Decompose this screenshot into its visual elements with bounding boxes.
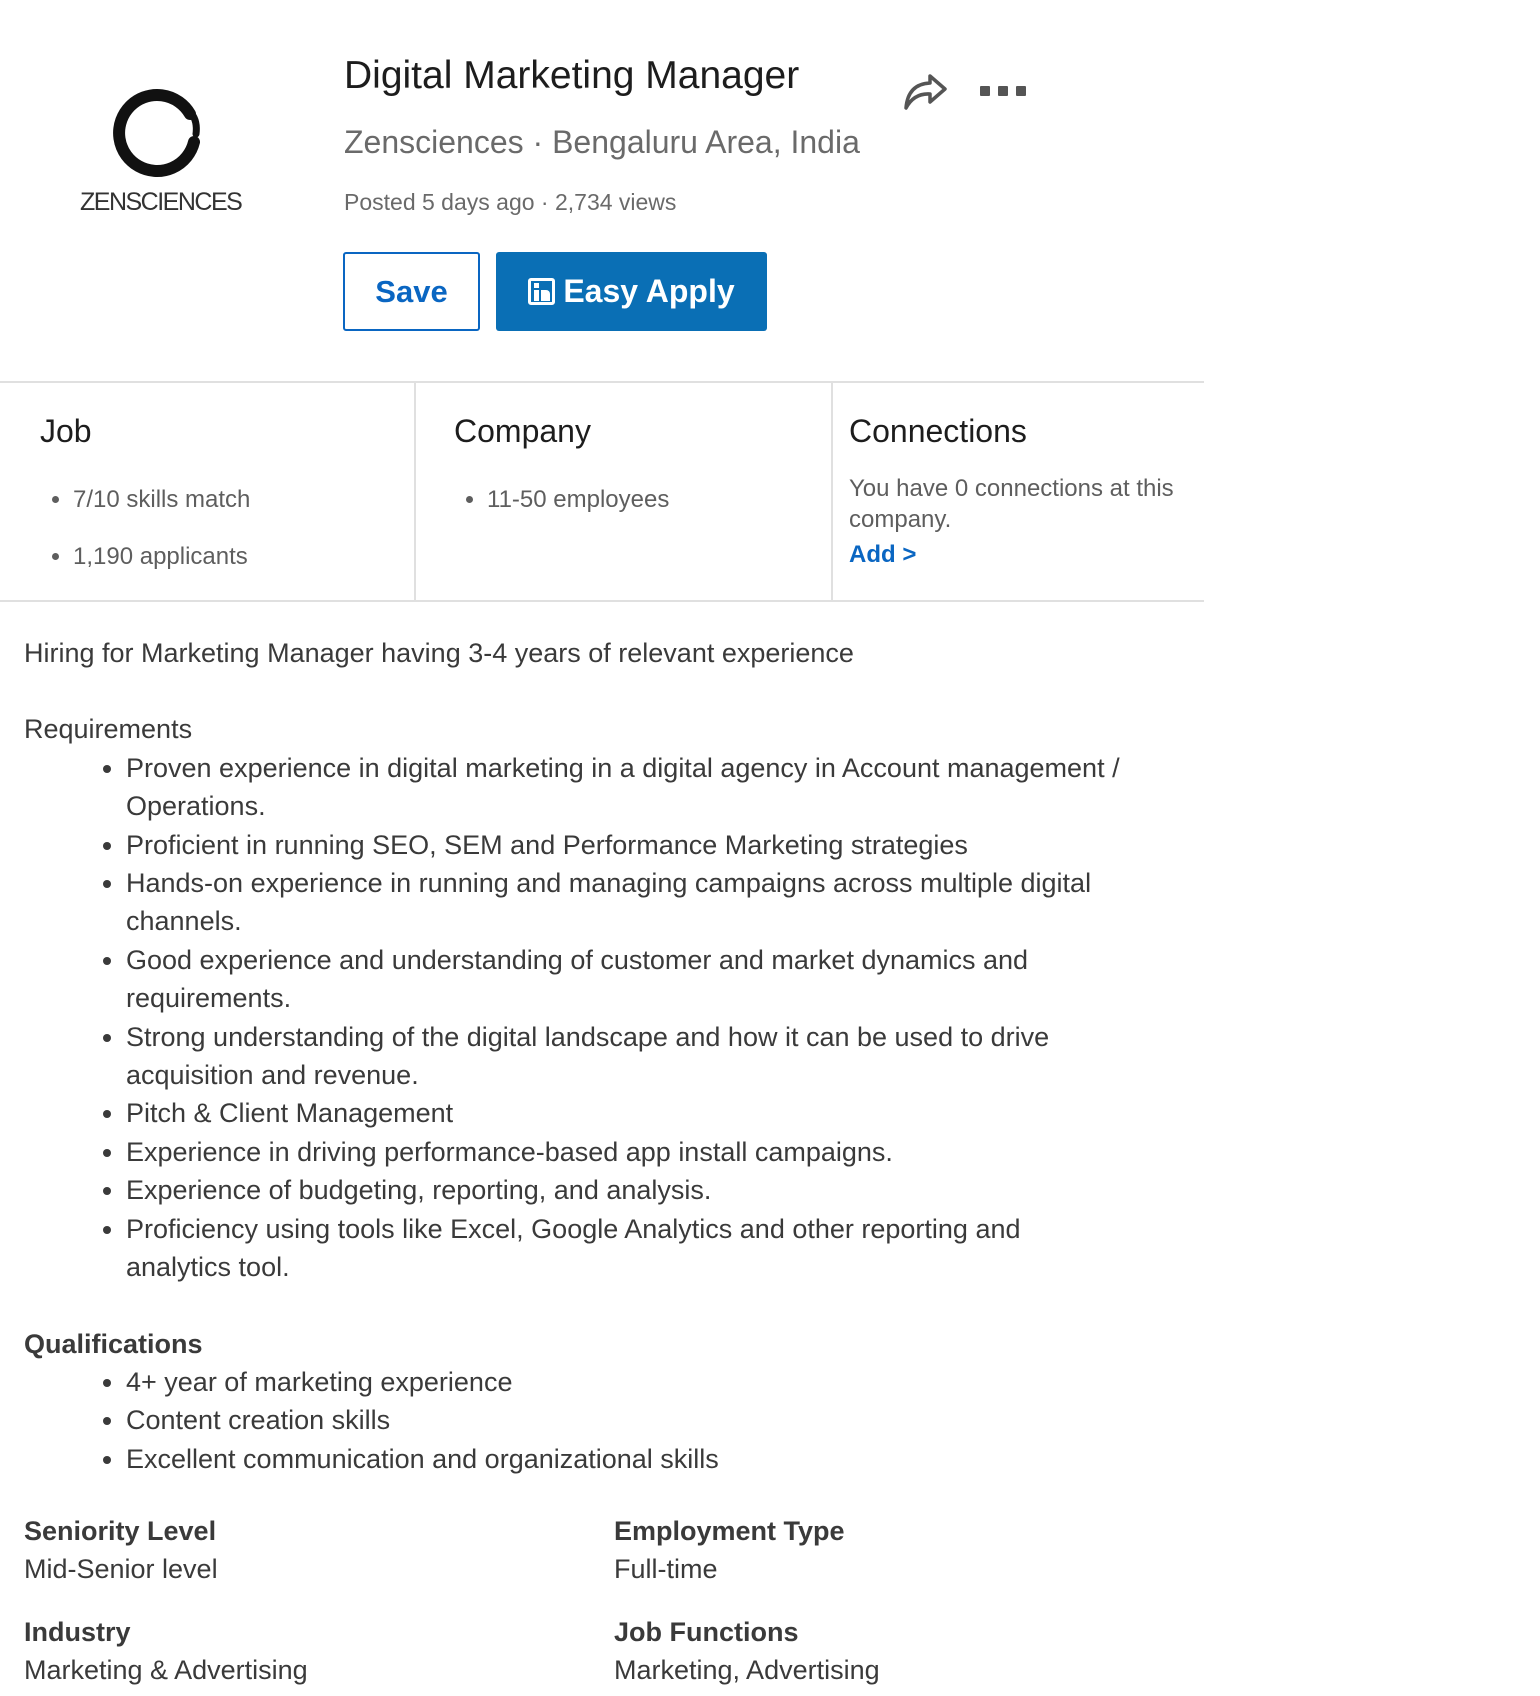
job-functions	[614, 1613, 1174, 1690]
insights-job-title: Job	[40, 413, 92, 449]
zensciences-logo-icon	[110, 84, 210, 184]
requirements-heading: Requirements	[24, 714, 193, 745]
list-item: • 1,190 applicants	[73, 540, 250, 573]
functions-value: Marketing, Advertising	[614, 1655, 880, 1686]
company-logo[interactable]	[80, 84, 240, 224]
insights-company-column	[414, 383, 833, 600]
list-item: • 4+ year of marketing experience	[126, 1363, 1204, 1401]
seniority-level	[24, 1512, 584, 1589]
list-item: • Proficiency using tools like Excel, Google Analytics and other reporting and analytics tool.	[126, 1210, 1126, 1287]
industry-label: Industry	[24, 1617, 131, 1647]
connections-text: You have 0 connections at this company.	[849, 475, 1174, 533]
posted-views: Posted 5 days ago · 2,734 views	[344, 189, 677, 215]
employment-label: Employment Type	[614, 1516, 845, 1546]
list-item: • Proven experience in digital marketing in a digital agency in Account management / Operations.	[126, 749, 1126, 826]
list-item: • Proficient in running SEO, SEM and Performance Marketing strategies	[126, 826, 1126, 864]
insights-job-list	[40, 483, 250, 597]
list-item: • Strong understanding of the digital landscape and how it can be used to drive acquisition and revenue.	[126, 1018, 1126, 1095]
employment-value: Full-time	[614, 1554, 718, 1585]
list-item: • Experience of budgeting, reporting, and analysis.	[126, 1171, 1126, 1209]
insights-company-title: Company	[454, 413, 591, 449]
insights-connections-title: Connections	[849, 413, 1027, 449]
list-item: • 7/10 skills match	[73, 483, 250, 516]
seniority-value: Mid-Senior level	[24, 1554, 218, 1585]
add-connections-link[interactable]: Add >	[849, 541, 917, 568]
more-options-icon[interactable]	[980, 86, 1028, 100]
list-item: • Good experience and understanding of customer and market dynamics and requirements.	[126, 941, 1126, 1018]
functions-label: Job Functions	[614, 1617, 799, 1647]
job-insights-panel	[0, 381, 1204, 602]
list-item: • Pitch & Client Management	[126, 1094, 1126, 1132]
insights-connections-column	[833, 383, 1204, 600]
insights-job-column	[0, 383, 416, 600]
list-item: • Experience in driving performance-based app install campaigns.	[126, 1133, 1126, 1171]
easy-apply-button[interactable]	[496, 252, 767, 331]
seniority-label: Seniority Level	[24, 1516, 217, 1546]
list-item: • Hands-on experience in running and managing campaigns across multiple digital channels.	[126, 864, 1126, 941]
linkedin-icon	[528, 278, 555, 305]
qualifications-list	[24, 1363, 1204, 1478]
company-location: Zensciences · Bengaluru Area, India	[344, 124, 860, 160]
insights-company-list	[454, 483, 669, 540]
list-item: • Excellent communication and organizational skills	[126, 1440, 1204, 1478]
employment-type	[614, 1512, 1174, 1589]
job-title: Digital Marketing Manager	[344, 54, 800, 97]
share-icon[interactable]	[900, 70, 950, 114]
industry	[24, 1613, 584, 1690]
requirements-list	[24, 749, 1126, 1287]
company-logo-text: ZENSCIENCES	[80, 188, 242, 216]
qualifications-heading: Qualifications	[24, 1328, 203, 1359]
industry-value: Marketing & Advertising	[24, 1655, 308, 1686]
job-description	[24, 634, 1204, 1516]
easy-apply-label: Easy Apply	[563, 273, 735, 309]
list-item: • 11-50 employees	[487, 483, 669, 516]
save-button[interactable]: Save	[343, 252, 480, 331]
description-intro: Hiring for Marketing Manager having 3-4 years of relevant experience	[24, 638, 854, 668]
list-item: • Content creation skills	[126, 1401, 1204, 1439]
